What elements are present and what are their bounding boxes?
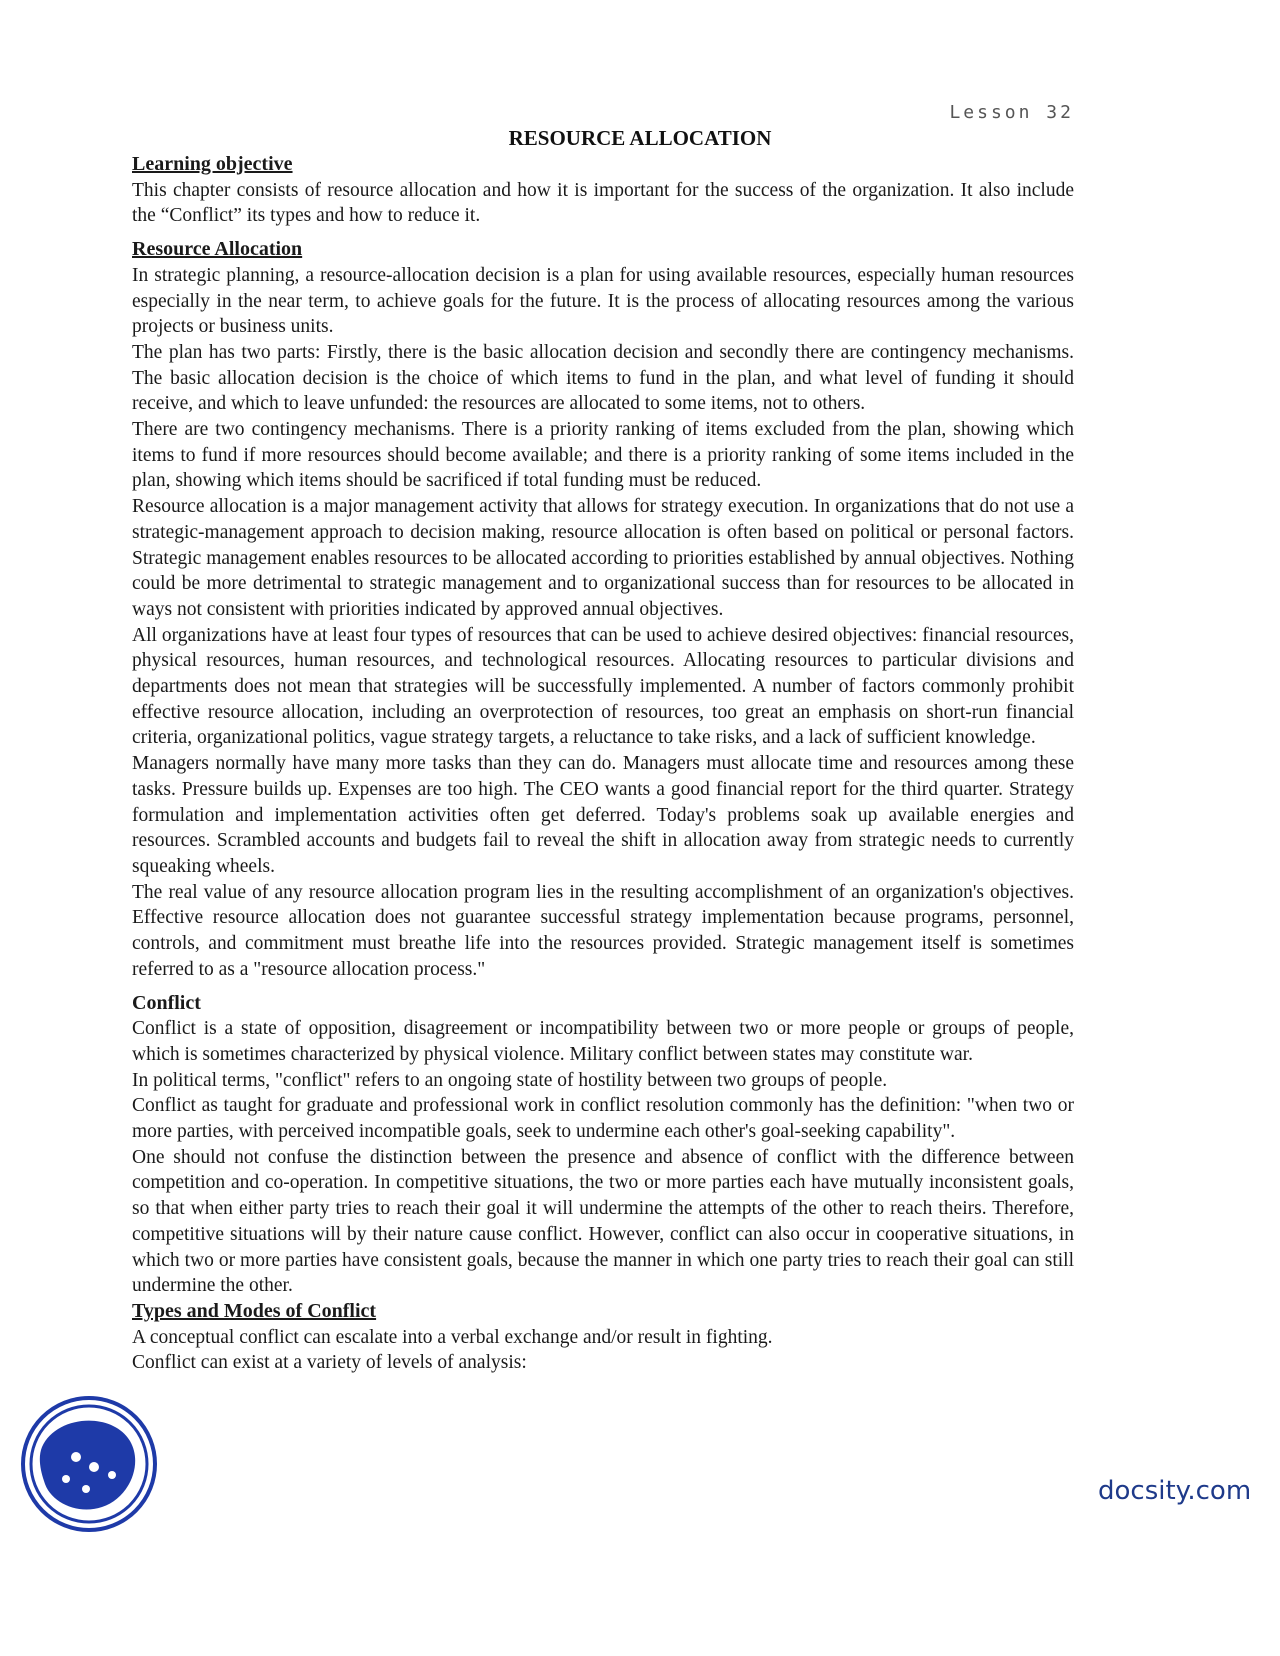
paragraph: The plan has two parts: Firstly, there is the basic allocation decision and secondly there are contingency mechanisms. The basic allocation decision is the choice of which items to fund in the plan, and what level of funding it should receive, and which to leave unfunded: the resources are allocated to some items, not to others. (132, 341, 1074, 415)
paragraph: In strategic planning, a resource-allocation decision is a plan for using available resources, especially human resources especially in the near term, to achieve goals for the future. It is the process of allocating resources among the various projects or business units. (132, 264, 1074, 338)
section-heading-learning-objective: Learning objective (132, 153, 293, 175)
page-title: RESOURCE ALLOCATION (508, 126, 772, 150)
paragraph: Conflict as taught for graduate and professional work in conflict resolution commonly has the definition: "when two or more parties, with perceived incompatible goals, seek to undermine each other's goal-seeking capability". (132, 1095, 1074, 1143)
paragraph: Conflict can exist at a variety of levels of analysis: (132, 1352, 527, 1374)
document-body (132, 152, 1074, 1376)
paragraph: A conceptual conflict can escalate into a verbal exchange and/or result in fighting. (132, 1326, 773, 1348)
paragraph: One should not confuse the distinction between the presence and absence of conflict with the difference between competition and co-operation. In competitive situations, the two or more parties each have mutually inconsistent goals, so that when either party tries to reach their goal it will undermine the attempts of the other to reach theirs. Therefore, competitive situations will by their nature cause conflict. However, conflict can also occur in cooperative situations, in which two or more parties have consistent goals, because the manner in which one party tries to reach their goal can still undermine the other. (132, 1146, 1074, 1297)
lesson-number: Lesson 32 (949, 102, 1074, 123)
section-heading-resource-allocation: Resource Allocation (132, 238, 303, 261)
docsity-watermark: docsity.com (1098, 1476, 1252, 1506)
paragraph: Managers normally have many more tasks than they can do. Managers must allocate time and resources among these tasks. Pressure builds up. Expenses are too high. The CEO wants a good financial report for the third quarter. Strategy formulation and implementation activities often get deferred. Today's problems soak up available energies and resources. Scrambled accounts and budgets fail to reveal the shift in allocation away from strategic needs to currently squeaking wheels. (132, 753, 1074, 877)
paragraph: There are two contingency mechanisms. There is a priority ranking of items excluded from the plan, showing which items to fund if more resources should become available; and there is a priority ranking of some items included in the plan, showing which items should be sacrificed if total funding must be reduced. (132, 419, 1074, 492)
paragraph: This chapter consists of resource allocation and how it is important for the success of the organization. It also include the “Conflict” its types and how to reduce it. (132, 179, 1074, 227)
paragraph: In political terms, "conflict" refers to an ongoing state of hostility between two groups of people. (132, 1069, 888, 1091)
paragraph: Resource allocation is a major management activity that allows for strategy execution. In organizations that do not use a strategic-management approach to decision making, resource allocation is often based on political or personal factors. Strategic management enables resources to be allocated according to priorities established by annual objectives. Nothing could be more detrimental to strategic management and to organizational success than for resources to be allocated in ways not consistent with priorities indicated by approved annual objectives. (132, 496, 1074, 620)
paragraph: Conflict is a state of opposition, disagreement or incompatibility between two or more people or groups of people, which is sometimes characterized by physical violence. Military conflict between states may constitute war. (132, 1018, 1074, 1065)
section-heading-types-modes: Types and Modes of Conflict (132, 1299, 377, 1322)
docsity-logo-icon (20, 1395, 158, 1533)
section-heading-conflict: Conflict (132, 991, 201, 1014)
paragraph: All organizations have at least four types of resources that can be used to achieve desired objectives: financial resources, physical resources, human resources, and technological resources. Allocating resources to particular divisions and departments does not mean that strategies will be successfully implemented. A number of factors commonly prohibit effective resource allocation, including an overprotection of resources, too great an emphasis on short-run financial criteria, organizational politics, vague strategy targets, a reluctance to take risks, and a lack of sufficient knowledge. (132, 624, 1074, 749)
paragraph: The real value of any resource allocation program lies in the resulting accomplishment of an organization's objectives. Effective resource allocation does not guarantee successful strategy implementation because programs, personnel, controls, and commitment must breathe life into the resources provided. Strategic management itself is sometimes referred to as a "resource allocation process." (132, 881, 1074, 980)
